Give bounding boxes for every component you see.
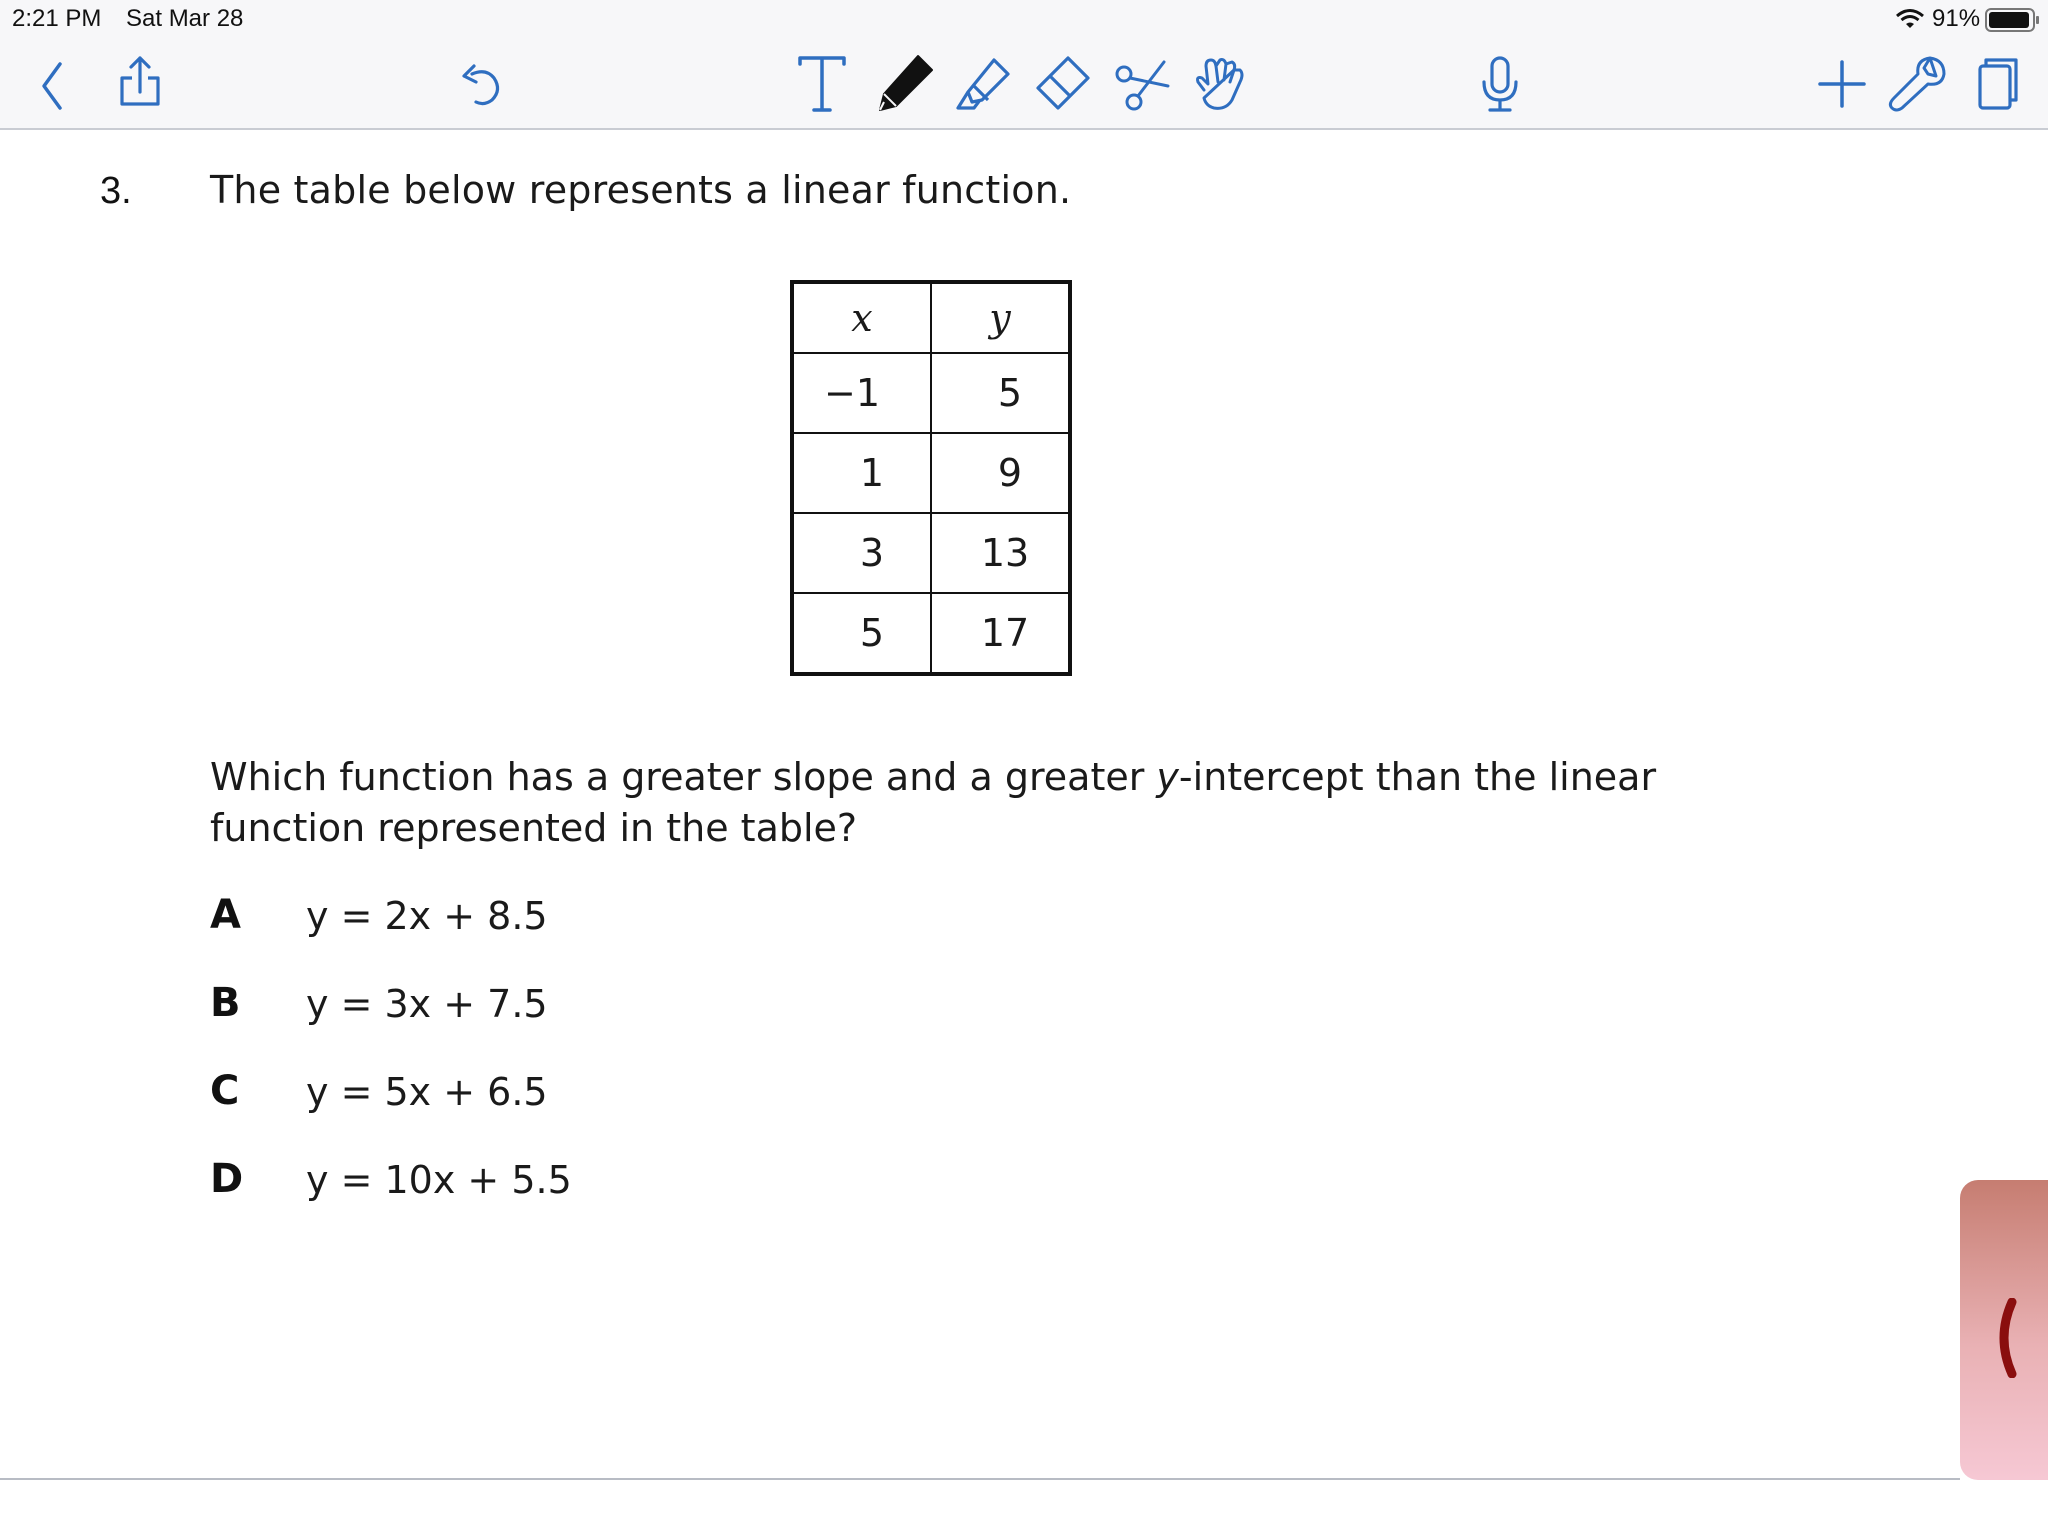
choice-equation: y = 3x + 7.5 — [306, 982, 548, 1026]
header-y: y — [931, 282, 1070, 353]
values-table — [790, 280, 1072, 676]
battery-percentage: 91% — [1932, 5, 1981, 32]
text-tool-button[interactable] — [790, 52, 854, 116]
chevron-left-icon — [1990, 1298, 2020, 1378]
question-number: 3. — [100, 170, 132, 212]
scissors-icon — [1110, 52, 1174, 116]
question-intro: The table below represents a linear function. — [210, 168, 1072, 212]
choice-equation: y = 10x + 5.5 — [306, 1158, 572, 1202]
hand-icon — [1186, 52, 1250, 116]
cell-x: −1 — [792, 353, 931, 433]
question-prompt — [210, 752, 1770, 854]
share-icon — [108, 52, 172, 116]
microphone-button[interactable] — [1468, 52, 1532, 116]
choice-letter: A — [210, 892, 241, 938]
cell-y: 9 — [931, 433, 1070, 513]
add-icon — [1810, 52, 1874, 116]
pages-icon — [1962, 52, 2026, 116]
prompt-variable: y — [1156, 755, 1179, 799]
cell-x: 3 — [792, 513, 931, 593]
cell-x: 1 — [792, 433, 931, 513]
back-icon — [22, 52, 86, 116]
table-row — [792, 513, 1070, 593]
pages-button[interactable] — [1962, 52, 2026, 116]
prompt-part: -intercept than the linear function represented in the table? — [210, 755, 1657, 850]
side-panel-tab[interactable] — [1960, 1180, 2048, 1480]
lasso-tool-button[interactable] — [1110, 52, 1174, 116]
cell-x: 5 — [792, 593, 931, 674]
undo-icon — [450, 52, 514, 116]
table-row — [792, 593, 1070, 674]
choice-letter: D — [210, 1156, 244, 1202]
settings-button[interactable] — [1886, 52, 1950, 116]
cell-y: 13 — [931, 513, 1070, 593]
highlighter-icon — [952, 52, 1016, 116]
eraser-tool-button[interactable] — [1030, 52, 1094, 116]
top-bar — [0, 0, 2048, 130]
cell-y: 5 — [931, 353, 1070, 433]
pen-tool-button[interactable] — [872, 52, 936, 116]
microphone-icon — [1468, 52, 1532, 116]
choice-equation: y = 5x + 6.5 — [306, 1070, 548, 1114]
choice-equation: y = 2x + 8.5 — [306, 894, 548, 938]
back-button[interactable] — [22, 52, 86, 116]
table-row — [792, 353, 1070, 433]
battery-icon — [1985, 8, 2041, 32]
status-date: Sat Mar 28 — [126, 5, 244, 32]
prompt-part: Which function has a greater slope and a greater — [210, 755, 1157, 799]
table-header-row — [792, 282, 1070, 353]
page-bottom-divider — [0, 1478, 1960, 1480]
undo-button[interactable] — [450, 52, 514, 116]
choice-letter: C — [210, 1068, 240, 1114]
cell-y: 17 — [931, 593, 1070, 674]
wifi-icon — [1895, 8, 1925, 30]
choice-letter: B — [210, 980, 241, 1026]
document-page[interactable] — [0, 130, 2048, 1480]
highlighter-tool-button[interactable] — [952, 52, 1016, 116]
text-tool-icon — [790, 52, 854, 116]
table-row — [792, 433, 1070, 513]
share-button[interactable] — [108, 52, 172, 116]
hand-tool-button[interactable] — [1186, 52, 1250, 116]
eraser-icon — [1030, 52, 1094, 116]
add-button[interactable] — [1810, 52, 1874, 116]
wrench-icon — [1886, 52, 1950, 116]
header-x: x — [792, 282, 931, 353]
status-time: 2:21 PM — [12, 5, 102, 32]
pen-icon — [872, 52, 936, 116]
